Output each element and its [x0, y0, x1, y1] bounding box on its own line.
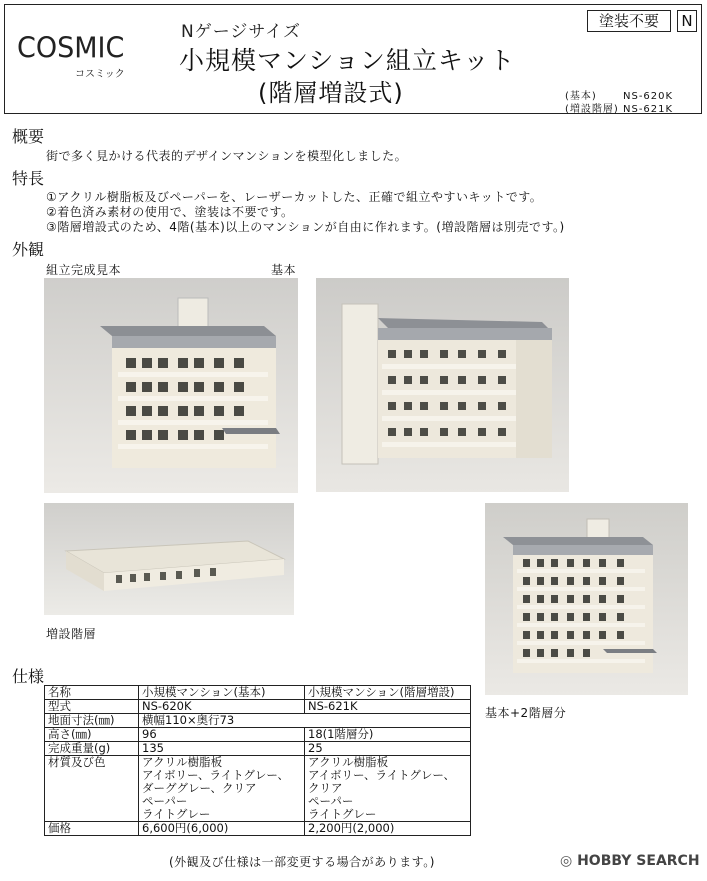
spec-cell: 完成重量(g) [45, 742, 139, 756]
logo-subtext: コスミック [75, 69, 125, 80]
material-line: クリア [308, 781, 343, 795]
photo-added-floor [44, 503, 294, 615]
header-box [4, 4, 702, 114]
appearance-heading: 外観 [12, 240, 45, 259]
spec-cell: 96 [139, 728, 305, 742]
material-line: ライトグレー [142, 807, 211, 821]
code-row-added [565, 100, 673, 115]
features-heading: 特長 [12, 169, 45, 188]
spec-heading: 仕様 [12, 667, 45, 686]
table-row [45, 714, 471, 728]
material-line: アイボリー、ライトグレー、 [142, 768, 289, 782]
table-row [45, 728, 471, 742]
overview-text: 街で多く見かける代表的デザインマンションを模型化しました。 [46, 149, 408, 163]
spec-cell: 名称 [45, 686, 139, 700]
material-line: ライトグレー [308, 807, 377, 821]
spec-cell: NS-620K [139, 700, 305, 714]
spec-cell: 6,600円(6,000) [139, 822, 305, 836]
watermark [560, 853, 700, 869]
material-line: アイボリー、ライトグレー、 [308, 768, 455, 782]
spec-cell: NS-621K [305, 700, 471, 714]
spec-note: (外観及び仕様は一部変更する場合があります。) [169, 855, 435, 869]
photo-basic-plus-two [485, 503, 688, 695]
spec-cell: 型式 [45, 700, 139, 714]
table-row [45, 686, 471, 700]
code-label: (基本) [565, 91, 597, 102]
caption-added-floor: 増設階層 [46, 627, 97, 641]
caption-basic: 基本 [271, 263, 297, 277]
material-line: ペーパー [308, 794, 354, 808]
spec-cell: 材質及び色 [45, 756, 139, 822]
feature-item: ①アクリル樹脂板及びペーパーを、レーザーカットした、正確で組立やすいキットです。 [46, 190, 543, 204]
code-value: NS-620K [623, 91, 674, 102]
product-title: 小規模マンション組立キット [179, 46, 516, 75]
spec-cell: 135 [139, 742, 305, 756]
watermark-text: HOBBY SEARCH [577, 853, 700, 869]
logo-text: COSMIC [17, 32, 125, 65]
spec-cell: 価格 [45, 822, 139, 836]
series-label: Nゲージサイズ [181, 22, 302, 42]
caption-basic-plus-two: 基本+2階層分 [485, 706, 567, 720]
spec-cell: 18(1階層分) [305, 728, 471, 742]
table-row [45, 700, 471, 714]
n-scale-badge: N [677, 10, 697, 32]
table-row [45, 742, 471, 756]
spec-table [44, 685, 471, 836]
no-paint-badge: 塗装不要 [587, 10, 671, 32]
material-line: ダーググレー、クリア [142, 781, 257, 795]
code-label: (増設階層) [565, 104, 619, 115]
spec-cell: 小規模マンション(階層増設) [305, 686, 471, 700]
spec-cell: 25 [305, 742, 471, 756]
table-row [45, 756, 471, 822]
material-line: アクリル樹脂板 [142, 755, 223, 769]
product-subtitle: (階層増設式) [258, 79, 404, 107]
spec-cell-material-added [305, 756, 471, 822]
feature-item: ③階層増設式のため、4階(基本)以上のマンションが自由に作れます。(増設階層は別売です。) [46, 220, 565, 234]
spec-cell: 地面寸法(㎜) [45, 714, 139, 728]
table-row [45, 822, 471, 836]
watermark-logo-icon: ◎ [560, 853, 578, 869]
spec-cell: 高さ(㎜) [45, 728, 139, 742]
material-line: アクリル樹脂板 [308, 755, 389, 769]
overview-heading: 概要 [12, 127, 45, 146]
material-line: ペーパー [142, 794, 188, 808]
spec-cell: 横幅110×奥行73 [139, 714, 471, 728]
photo-basic [316, 278, 569, 492]
spec-cell: 2,200円(2,000) [305, 822, 471, 836]
cosmic-logo [17, 33, 129, 79]
spec-cell: 小規模マンション(基本) [139, 686, 305, 700]
photo-assembled-sample [44, 278, 298, 493]
code-value: NS-621K [623, 104, 674, 115]
feature-item: ②着色済み素材の使用で、塗装は不要です。 [46, 205, 294, 219]
caption-sample: 組立完成見本 [46, 263, 122, 277]
spec-cell-material-basic [139, 756, 305, 822]
